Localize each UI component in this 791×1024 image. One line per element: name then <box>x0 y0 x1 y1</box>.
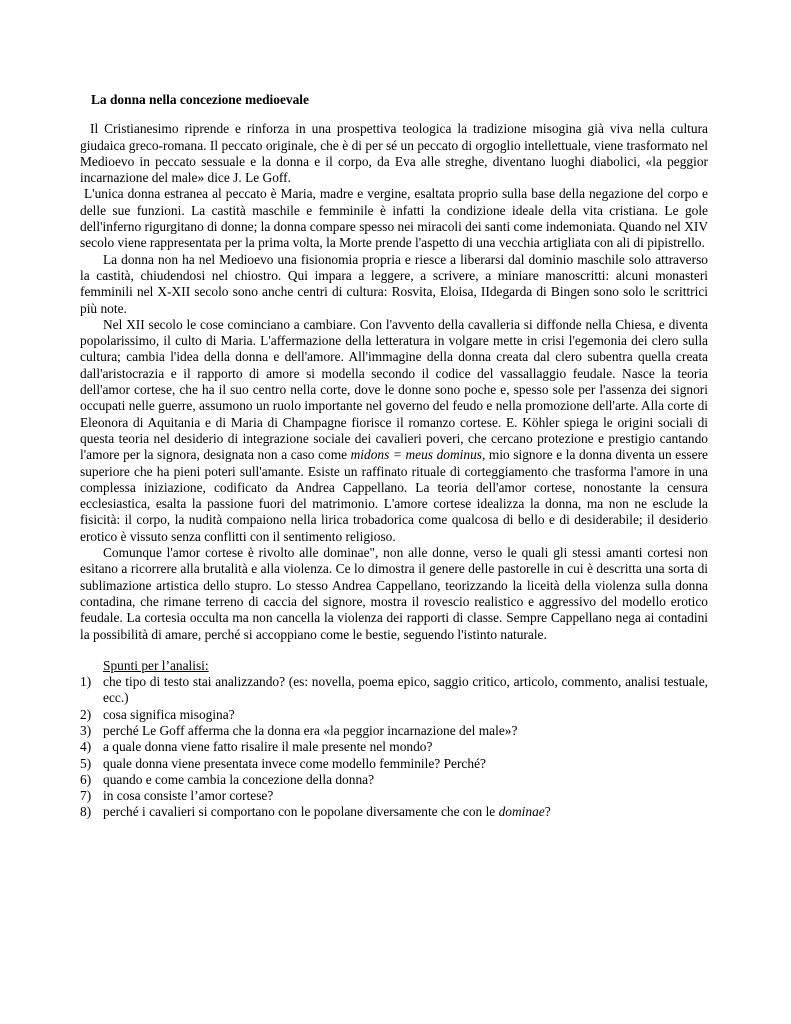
question-text: perché Le Goff afferma che la donna era «la peggior incarnazione del male»? <box>103 722 518 738</box>
question-item <box>80 756 708 772</box>
question-text: quale donna viene presentata invece come modello femminile? Perché? <box>103 755 486 771</box>
question-item <box>80 674 708 707</box>
paragraph-cristianesimo: Il Cristianesimo riprende e rinforza in una prospettiva teologica la tradizione misogina già viva nella cultura giudaica greco-romana. Il peccato originale, che è di per sé un peccato di orgoglio intellettuale, viene trasformato nel Medioevo in peccato sessuale e la donna e il corpo, da Eva alle streghe, diventano luoghi diabolici, «la peggior incarnazione del male» dice J. Le Goff. <box>80 121 708 186</box>
question-8-text-after: ? <box>544 804 551 820</box>
document-title: La donna nella concezione medioevale <box>91 92 309 107</box>
question-number: 7) <box>80 788 92 804</box>
paragraph-medioevo-castita: La donna non ha nel Medioevo una fisionomia propria e riesce a liberarsi dal dominio maschile solo attraverso la castità, chiudendosi nel chiostro. Qui impara a leggere, a scrivere, a miniare manoscritti: alcuni monasteri femminili nel X-XII secolo sono anche centri di cultura: Rosvita, Eloisa, IIdegarda di Bingen sono solo le scrittrici più note. <box>80 251 708 316</box>
question-text: che tipo di testo stai analizzando? (es: novella, poema epico, saggio critico, articolo, commento, analisi testuale, ecc.) <box>103 674 708 706</box>
question-number: 4) <box>80 739 92 755</box>
question-item <box>80 739 708 755</box>
question-number: 5) <box>80 755 92 771</box>
question-text <box>103 804 708 820</box>
paragraph-xii-secolo <box>80 317 708 545</box>
question-text: in cosa consiste l’amor cortese? <box>103 788 274 804</box>
question-item <box>80 804 708 820</box>
questions-list <box>80 674 708 821</box>
question-number: 3) <box>80 722 92 738</box>
paragraph-amor-cortese: Comunque l'amor cortese è rivolto alle dominae", non alle donne, verso le quali gli stessi amanti cortesi non esitano a ricorrere alla brutalità e alla violenza. Ce lo dimostra il genere delle pastorelle in cui è descritta una sorta di sublimazione artistica dello stupro. Lo stesso Andrea Cappellano, teorizzando la liceità della violenza sulla donna contadina, che rimane terreno di caccia del signore, mostra il rovescio realistico e aggressivo del modello erotico feudale. La cortesia occulta ma non cancella la violenza dei rapporti di classe. Sempre Cappellano nega ai contadini la possibilità di amare, perché si accoppiano come le bestie, seguendo l'istinto naturale. <box>80 545 708 642</box>
question-8-italic: dominae <box>498 804 545 820</box>
document-page <box>80 92 708 821</box>
question-item <box>80 723 708 739</box>
question-8-text-before: perché i cavalieri si comportano con le popolane diversamente che con le <box>103 804 499 820</box>
question-number: 8) <box>80 804 92 820</box>
question-item <box>80 788 708 804</box>
question-number: 2) <box>80 706 92 722</box>
paragraph-maria: L'unica donna estranea al peccato è Maria, madre e vergine, esaltata proprio sulla base della negazione del corpo e delle sue funzioni. La castità maschile e femminile è infatti la condizione ideale della vita cristiana. Le gole dell'inferno rigurgitano di donne; la donna compare spesso nei miracoli dei santi come indemoniata. Quando nel XIV secolo viene rappresentata per la prima volta, la Morte prende l'aspetto di una vecchia artigliata con ali di pipistrello. <box>80 186 709 251</box>
paragraph-xii-italic: midons = meus dominus, <box>350 447 486 463</box>
paragraph-xii-text-after: mio signore e la donna diventa un essere superiore che ha pieni poteri sull'amante. Esiste un raffinato rituale di corteggiamento che trasforma l'amore in una complessa iniziazione, codificato da Andrea Cappellano. La teoria dell'amor cortese, nonostante la censura ecclesiastica, esalta la passione fuori del matrimonio. L'amore cortese idealizza la donna, ma non ne esclude la fisicità: il corpo, la nudità compaiono nella lirica trobadorica come qualcosa di bello e di desiderabile; il desiderio erotico è vissuto senza conflitti con il sentimento religioso. <box>80 447 708 544</box>
question-text: quando e come cambia la concezione della donna? <box>103 771 375 787</box>
question-number: 1) <box>80 674 92 690</box>
question-item <box>80 707 708 723</box>
paragraph-xii-text-before: Nel XII secolo le cose cominciano a cambiare. Con l'avvento della cavalleria si diffonde nella Chiesa, e diventa popolarissimo, il culto di Maria. L'affermazione della letteratura in volgare mette in crisi l'egemonia dei clero sulla cultura; cambia l'idea della donna e dell'amore. All'immagine della donna creata dal clero subentra quella creata dall'aristocrazia e il rapporto di amore si modella secondo il codice del vassallaggio feudale. Nasce la teoria dell'amor cortese, che ha il suo centro nella corte, dove le donne sono poche e, spesso sole per l'assenza dei signori occupati nelle guerre, assumono un ruolo importante nel governo del feudo e nella promozione dell'arte. Alla corte di Eleonora di Aquitania e di Maria di Champagne fiorisce il romanzo cortese. E. Köhler spiega le origini sociali di questa teoria nel desiderio di integrazione sociale dei cavalieri poveri, che cercano protezione e prestigio cantando l'amore per la signora, designata non a caso come <box>80 316 708 463</box>
question-text: cosa significa misogina? <box>103 706 235 722</box>
question-item <box>80 772 708 788</box>
spunti-heading: Spunti per l’analisi: <box>103 657 209 673</box>
question-text: a quale donna viene fatto risalire il male presente nel mondo? <box>103 739 433 755</box>
question-number: 6) <box>80 771 92 787</box>
